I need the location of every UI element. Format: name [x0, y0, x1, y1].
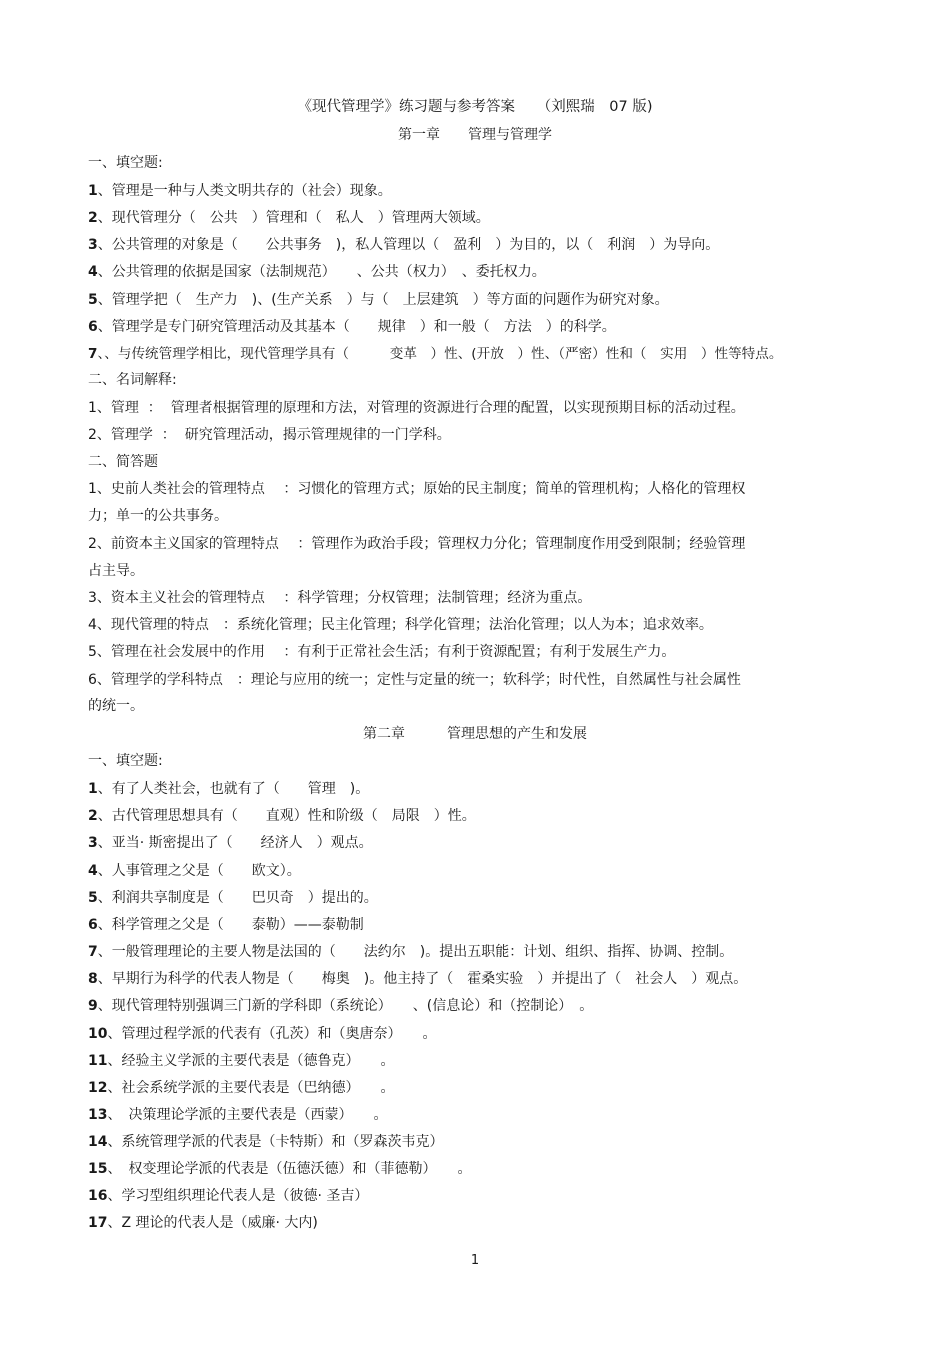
list-item: 6、科学管理之父是（ 泰勒）——泰勒制: [88, 917, 364, 933]
term-definition: 1、管理 ： 管理者根据管理的原理和方法，对管理的资源进行合理的配置，以实现预期目标的活动过程。: [88, 400, 745, 416]
answer-line: 力；单一的公共事务。: [88, 508, 228, 524]
list-item: 11、经验主义学派的主要代表是（德鲁克） 。: [88, 1053, 395, 1069]
answer-line: 2、前资本主义国家的管理特点 ：管理作为政治手段；管理权力分化；管理制度作用受到限制；经验管理: [88, 536, 746, 552]
list-item: 7、、与传统管理学相比，现代管理学具有（ 变革 ）性、(开放 ）性、（严密）性和（ 实用 ）性等特点。: [88, 346, 783, 362]
term-definition: 2、管理学 ： 研究管理活动，揭示管理规律的一门学科。: [88, 427, 451, 443]
list-item: 16、学习型组织理论代表人是（彼德· 圣吉）: [88, 1188, 369, 1204]
answer-line: 6、管理学的学科特点 ：理论与应用的统一；定性与定量的统一；软科学；时代性，自然属性与社会属性: [88, 672, 741, 688]
answer-line: 4、现代管理的特点 ：系统化管理；民主化管理；科学化管理；法治化管理；以人为本；追求效率。: [88, 617, 713, 633]
list-item: 13、 决策理论学派的主要代表是（西蒙） 。: [88, 1107, 388, 1123]
list-item: 3、公共管理的对象是（ 公共事务 )，私人管理以（ 盈利 ）为目的，以（ 利润 ）为导向。: [88, 237, 720, 253]
list-item: 17、Z 理论的代表人是（威廉· 大内): [88, 1215, 318, 1231]
list-item: 5、管理学把（ 生产力 )、(生产关系 ）与（ 上层建筑 ）等方面的问题作为研究对象。: [88, 292, 669, 308]
list-item: 12、社会系统学派的主要代表是（巴纳德） 。: [88, 1080, 395, 1096]
chapter-1-heading: 第一章 管理与管理学: [398, 127, 552, 143]
list-item: 5、利润共享制度是（ 巴贝奇 ）提出的。: [88, 890, 378, 906]
list-item: 2、现代管理分（ 公共 ）管理和（ 私人 ）管理两大领域。: [88, 210, 490, 226]
ch2-section-fill-heading: 一、填空题:: [88, 753, 163, 769]
list-item: 7、一般管理理论的主要人物是法国的（ 法约尔 )。提出五职能：计划、组织、指挥、协调、控制。: [88, 944, 734, 960]
ch1-section-qa-heading: 二、简答题: [88, 454, 158, 470]
list-item: 10、管理过程学派的代表有（孔茨）和（奥唐奈） 。: [88, 1026, 437, 1042]
answer-line: 占主导。: [88, 563, 144, 579]
list-item: 14、系统管理学派的代表是（卡特斯）和（罗森茨韦克）: [88, 1134, 444, 1150]
list-item: 8、早期行为科学的代表人物是（ 梅奥 )。他主持了（ 霍桑实验 ）并提出了（ 社会人 ）观点。: [88, 971, 748, 987]
list-item: 1、管理是一种与人类文明共存的（社会）现象。: [88, 183, 392, 199]
document-title: 《现代管理学》练习题与参考答案 （刘熙瑞 07 版): [297, 99, 653, 115]
page-number: 1: [470, 1253, 480, 1268]
ch1-section-terms-heading: 二、名词解释:: [88, 372, 177, 388]
list-item: 15、 权变理论学派的代表是（伍德沃德）和（菲德勒） 。: [88, 1161, 472, 1177]
ch1-section-fill-heading: 一、填空题:: [88, 155, 163, 171]
answer-line: 3、资本主义社会的管理特点 ：科学管理；分权管理；法制管理；经济为重点。: [88, 590, 592, 606]
list-item: 3、亚当· 斯密提出了（ 经济人 ）观点。: [88, 835, 373, 851]
list-item: 4、人事管理之父是（ 欧文）。: [88, 863, 301, 879]
answer-line: 5、管理在社会发展中的作用 ：有利于正常社会生活；有利于资源配置；有利于发展生产力。: [88, 644, 676, 660]
list-item: 4、公共管理的依据是国家（法制规范） 、公共（权力） 、委托权力。: [88, 264, 546, 280]
answer-line: 的统一。: [88, 698, 144, 714]
chapter-2-heading: 第二章 管理思想的产生和发展: [363, 726, 587, 742]
list-item: 6、管理学是专门研究管理活动及其基本（ 规律 ）和一般（ 方法 ）的科学。: [88, 319, 616, 335]
list-item: 2、古代管理思想具有（ 直观）性和阶级（ 局限 ）性。: [88, 808, 476, 824]
answer-line: 1、史前人类社会的管理特点 ：习惯化的管理方式；原始的民主制度；简单的管理机构；人格化的管理权: [88, 481, 746, 497]
list-item: 1、有了人类社会，也就有了（ 管理 )。: [88, 781, 370, 797]
list-item: 9、现代管理特别强调三门新的学科即（系统论） 、(信息论）和（控制论） 。: [88, 998, 594, 1014]
